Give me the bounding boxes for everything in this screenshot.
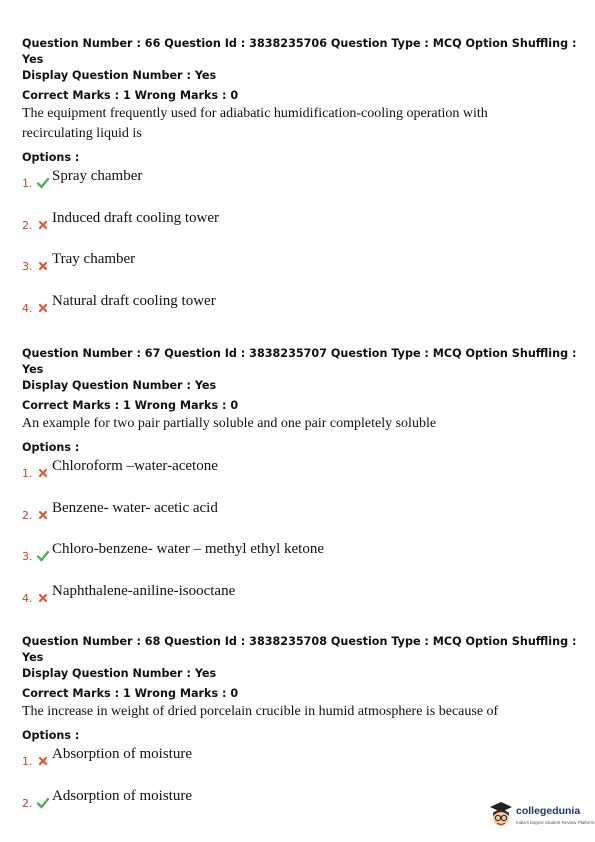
question-block-67 — [22, 346, 582, 624]
option-number: 1. — [22, 467, 33, 480]
option-number: 4. — [22, 301, 33, 315]
options-label: Options : — [22, 729, 80, 742]
logo-brand-text: collegedunia — [516, 805, 581, 817]
check-icon — [36, 796, 50, 810]
option-text: Naphthalene-aniline-isooctane — [52, 582, 236, 599]
cross-icon — [36, 466, 50, 480]
option-text: Benzene- water- acetic acid — [52, 499, 218, 516]
check-icon — [36, 176, 50, 190]
options-label: Options : — [22, 151, 80, 164]
option-number: 2. — [22, 796, 33, 810]
display-question-number: Display Question Number : Yes — [22, 69, 217, 82]
option-text: Chloroform –water-acetone — [52, 458, 218, 474]
option-text: Chloro-benzene- water – methyl ethyl ketone — [52, 541, 324, 557]
option-1 — [22, 168, 582, 210]
marks-line: Correct Marks : 1 Wrong Marks : 0 — [22, 399, 239, 412]
option-3 — [22, 541, 582, 583]
question-header: Question Number : 68 Question Id : 3838235708 Question Type : MCQ Option Shuffling : Yes — [22, 635, 577, 664]
question-stem: An example for two pair partially soluble and one pair completely soluble — [22, 416, 437, 431]
option-4 — [22, 583, 582, 625]
cross-icon — [36, 301, 50, 315]
cross-icon — [36, 218, 50, 232]
question-header: Question Number : 67 Question Id : 3838235707 Question Type : MCQ Option Shuffling : Yes — [22, 347, 577, 376]
logo-tagline: India's largest Student Review Platform — [516, 820, 595, 825]
cross-icon — [36, 508, 50, 522]
option-1 — [22, 746, 582, 788]
option-number: 3. — [22, 550, 33, 563]
display-question-number: Display Question Number : Yes — [22, 379, 217, 392]
options-label: Options : — [22, 441, 80, 454]
option-text: Tray chamber — [52, 251, 136, 267]
check-icon — [36, 549, 50, 563]
question-block-66 — [22, 36, 582, 334]
option-2 — [22, 210, 582, 252]
option-text: Absorption of moisture — [52, 746, 192, 762]
option-1 — [22, 458, 582, 500]
marks-line: Correct Marks : 1 Wrong Marks : 0 — [22, 89, 239, 102]
graduate-mascot-icon — [488, 800, 514, 830]
option-text: Induced draft cooling tower — [52, 209, 220, 226]
cross-icon — [36, 259, 50, 273]
collegedunia-logo[interactable] — [488, 800, 595, 832]
question-header: Question Number : 66 Question Id : 3838235706 Question Type : MCQ Option Shuffling : Yes — [22, 37, 577, 66]
option-number: 3. — [22, 260, 33, 273]
option-text: Spray chamber — [52, 168, 143, 184]
option-text: Adsorption of moisture — [52, 787, 192, 804]
question-stem: The equipment frequently used for adiabatic humidification-cooling operation with recirculating liquid is — [22, 106, 488, 141]
option-number: 1. — [22, 177, 33, 190]
question-stem: The increase in weight of dried porcelain crucible in humid atmosphere is because of — [22, 704, 499, 719]
marks-line: Correct Marks : 1 Wrong Marks : 0 — [22, 687, 239, 700]
option-3 — [22, 251, 582, 293]
option-4 — [22, 293, 582, 335]
cross-icon — [36, 591, 50, 605]
option-text: Natural draft cooling tower — [52, 292, 216, 309]
option-number: 1. — [22, 755, 33, 768]
option-number: 4. — [22, 591, 33, 605]
option-number: 2. — [22, 218, 33, 232]
cross-icon — [36, 754, 50, 768]
option-2 — [22, 500, 582, 542]
display-question-number: Display Question Number : Yes — [22, 667, 217, 680]
option-number: 2. — [22, 508, 33, 522]
